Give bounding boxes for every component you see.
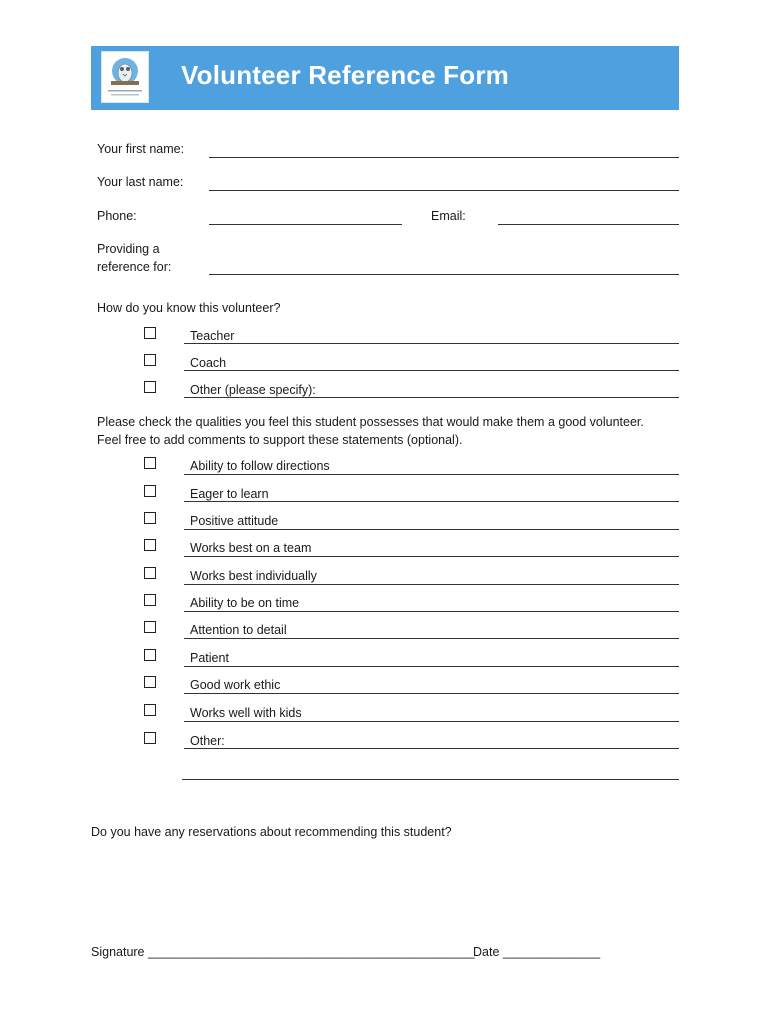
quality-checkbox[interactable] [144, 594, 156, 606]
quality-checkbox[interactable] [144, 485, 156, 497]
first-name-field[interactable] [209, 157, 679, 158]
quality-comment-field[interactable] [184, 666, 679, 667]
form-header [91, 46, 679, 110]
first-name-label: Your first name: [97, 142, 185, 156]
quality-label: Works well with kids [190, 706, 302, 720]
quality-comment-field[interactable] [184, 501, 679, 502]
quality-checkbox[interactable] [144, 676, 156, 688]
quality-label: Other: [190, 734, 225, 748]
last-name-label: Your last name: [97, 175, 184, 189]
quality-label: Patient [190, 651, 229, 665]
teacher-checkbox[interactable] [144, 327, 156, 339]
quality-checkbox[interactable] [144, 649, 156, 661]
option-label: Coach [190, 356, 227, 370]
quality-comment-field[interactable] [184, 529, 679, 530]
quality-checkbox[interactable] [144, 512, 156, 524]
last-name-field[interactable] [209, 190, 679, 191]
quality-label: Works best individually [190, 569, 317, 583]
teacher-line [184, 343, 679, 344]
phone-label: Phone: [97, 209, 137, 223]
email-label: Email: [431, 209, 466, 223]
signature-row[interactable] [91, 945, 475, 959]
date-line[interactable]: ______________ [502, 945, 601, 959]
date-row[interactable] [473, 945, 600, 959]
quality-comment-field[interactable] [184, 474, 679, 475]
reference-for-field[interactable] [209, 274, 679, 275]
quality-comment-field[interactable] [184, 638, 679, 639]
quality-checkbox[interactable] [144, 457, 156, 469]
quality-comment-field[interactable] [184, 611, 679, 612]
reservations-question: Do you have any reservations about recommending this student? [91, 825, 452, 839]
quality-comment-field[interactable] [184, 693, 679, 694]
quality-checkbox[interactable] [144, 621, 156, 633]
phone-field[interactable] [209, 224, 402, 225]
quality-label: Positive attitude [190, 514, 279, 528]
option-label: Other (please specify): [190, 383, 316, 397]
quality-label: Ability to follow directions [190, 459, 330, 473]
library-logo [101, 51, 149, 103]
quality-label: Good work ethic [190, 678, 281, 692]
form-title: Volunteer Reference Form [181, 60, 509, 90]
option-label: Teacher [190, 329, 235, 343]
reference-for-label-line2: reference for: [97, 260, 172, 274]
email-field[interactable] [498, 224, 679, 225]
coach-line [184, 370, 679, 371]
quality-comment-field[interactable] [184, 556, 679, 557]
quality-label: Ability to be on time [190, 596, 300, 610]
quality-comment-field[interactable] [184, 721, 679, 722]
quality-comment-field[interactable] [184, 748, 679, 749]
date-label: Date [473, 945, 500, 959]
coach-checkbox[interactable] [144, 354, 156, 366]
quality-label: Works best on a team [190, 541, 312, 555]
how-known-question: How do you know this volunteer? [97, 301, 281, 315]
signature-line[interactable]: _______________________________________________ [148, 945, 475, 959]
qualities-instruction-line1: Please check the qualities you feel this student possesses that would make them a good volunteer. [97, 415, 644, 429]
quality-checkbox[interactable] [144, 732, 156, 744]
qualities-instruction-line2: Feel free to add comments to support these statements (optional). [97, 433, 463, 447]
other-specify-field[interactable] [184, 397, 679, 398]
quality-checkbox[interactable] [144, 704, 156, 716]
quality-label: Attention to detail [190, 623, 287, 637]
signature-label: Signature [91, 945, 145, 959]
quality-label: Eager to learn [190, 487, 269, 501]
quality-comment-field[interactable] [184, 584, 679, 585]
quality-checkbox[interactable] [144, 567, 156, 579]
other-checkbox[interactable] [144, 381, 156, 393]
reference-for-label-line1: Providing a [97, 242, 160, 256]
extra-comment-field[interactable] [182, 779, 679, 780]
quality-checkbox[interactable] [144, 539, 156, 551]
